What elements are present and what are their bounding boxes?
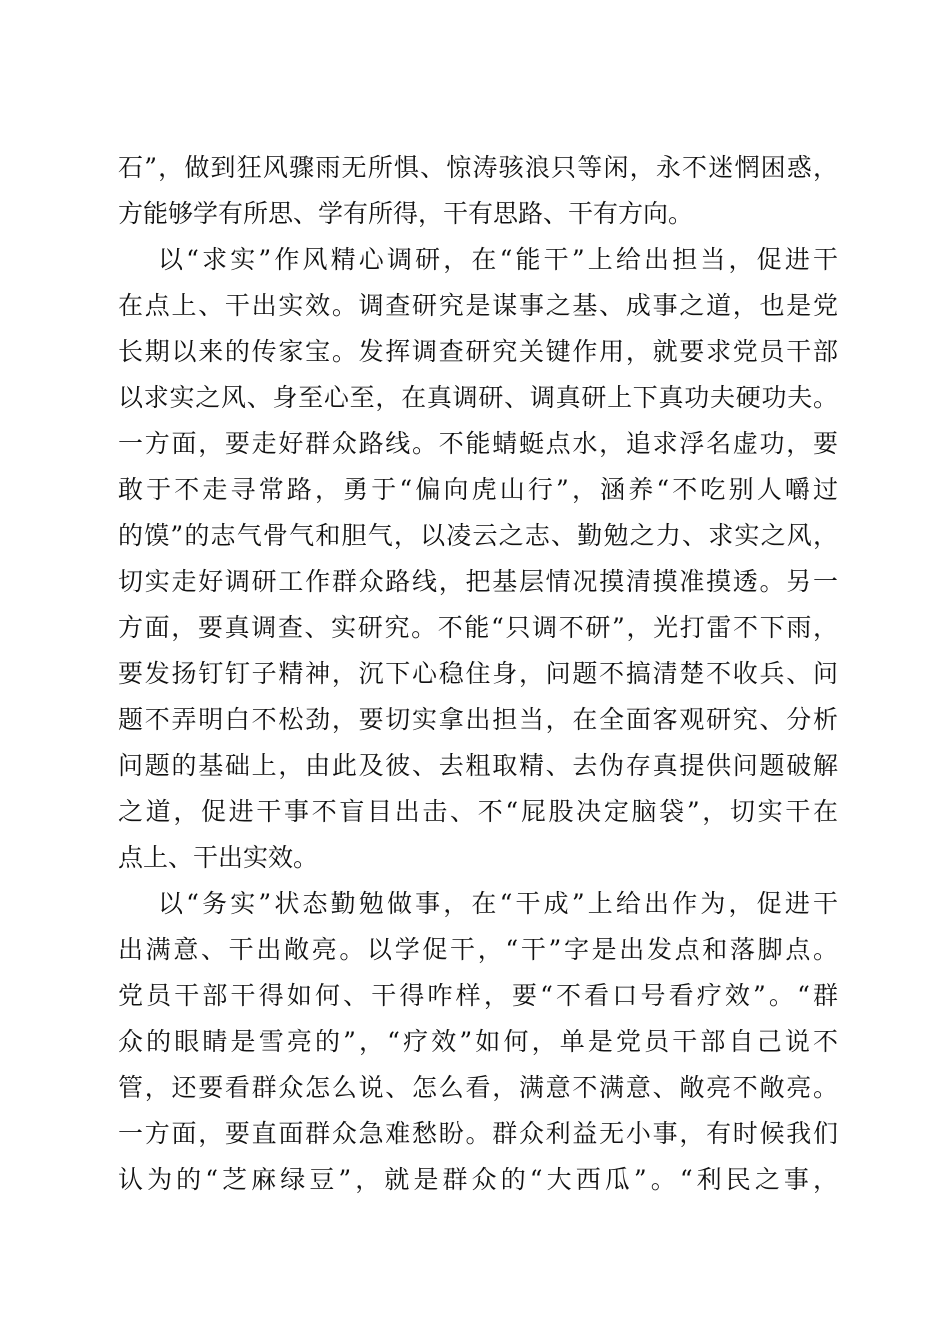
paragraph-line: 在点上、干出实效。调查研究是谋事之基、成事之道，也是党	[118, 291, 838, 320]
paragraph-line: 党员干部干得如何、干得咋样，要“不看口号看疗效”。“群	[118, 981, 838, 1010]
paragraph-line: 切实走好调研工作群众路线，把基层情况摸清摸准摸透。另一	[118, 567, 838, 596]
paragraph-line: 方面，要真调查、实研究。不能“只调不研”，光打雷不下雨，	[118, 613, 838, 642]
paragraph-line: 题不弄明白不松劲，要切实拿出担当，在全面客观研究、分析	[118, 705, 838, 734]
document-body	[118, 145, 838, 1203]
paragraph-line: 要发扬钉钉子精神，沉下心稳住身，问题不搞清楚不收兵、问	[118, 659, 838, 688]
paragraph-line: 长期以来的传家宝。发挥调查研究关键作用，就要求党员干部	[118, 337, 838, 366]
paragraph-line: 以“务实”状态勤勉做事，在“干成”上给出作为，促进干	[158, 889, 838, 918]
paragraph-line: 问题的基础上，由此及彼、去粗取精、去伪存真提供问题破解	[118, 751, 838, 780]
paragraph-line: 以“求实”作风精心调研，在“能干”上给出担当，促进干	[158, 245, 838, 274]
paragraph-line: 的馍”的志气骨气和胆气，以凌云之志、勤勉之力、求实之风，	[118, 521, 838, 550]
paragraph-line: 之道，促进干事不盲目出击、不“屁股决定脑袋”，切实干在	[118, 797, 838, 826]
paragraph-line: 一方面，要走好群众路线。不能蜻蜓点水，追求浮名虚功，要	[118, 429, 838, 458]
paragraph-line: 点上、干出实效。	[118, 843, 319, 872]
paragraph-line: 方能够学有所思、学有所得，干有思路、干有方向。	[118, 199, 694, 228]
paragraph-line: 敢于不走寻常路，勇于“偏向虎山行”，涵养“不吃别人嚼过	[118, 475, 838, 504]
paragraph-line: 石”，做到狂风骤雨无所惧、惊涛骇浪只等闲，永不迷惘困惑，	[118, 153, 838, 182]
paragraph-line: 管，还要看群众怎么说、怎么看，满意不满意、敞亮不敞亮。	[118, 1073, 838, 1102]
paragraph-line: 认为的“芝麻绿豆”，就是群众的“大西瓜”。“利民之事，	[118, 1165, 838, 1194]
paragraph-line: 众的眼睛是雪亮的”，“疗效”如何，单是党员干部自己说不	[118, 1027, 838, 1056]
paragraph-line: 出满意、干出敞亮。以学促干，“干”字是出发点和落脚点。	[118, 935, 838, 964]
paragraph-line: 以求实之风、身至心至，在真调研、调真研上下真功夫硬功夫。	[118, 383, 838, 412]
paragraph-line: 一方面，要直面群众急难愁盼。群众利益无小事，有时候我们	[118, 1119, 838, 1148]
